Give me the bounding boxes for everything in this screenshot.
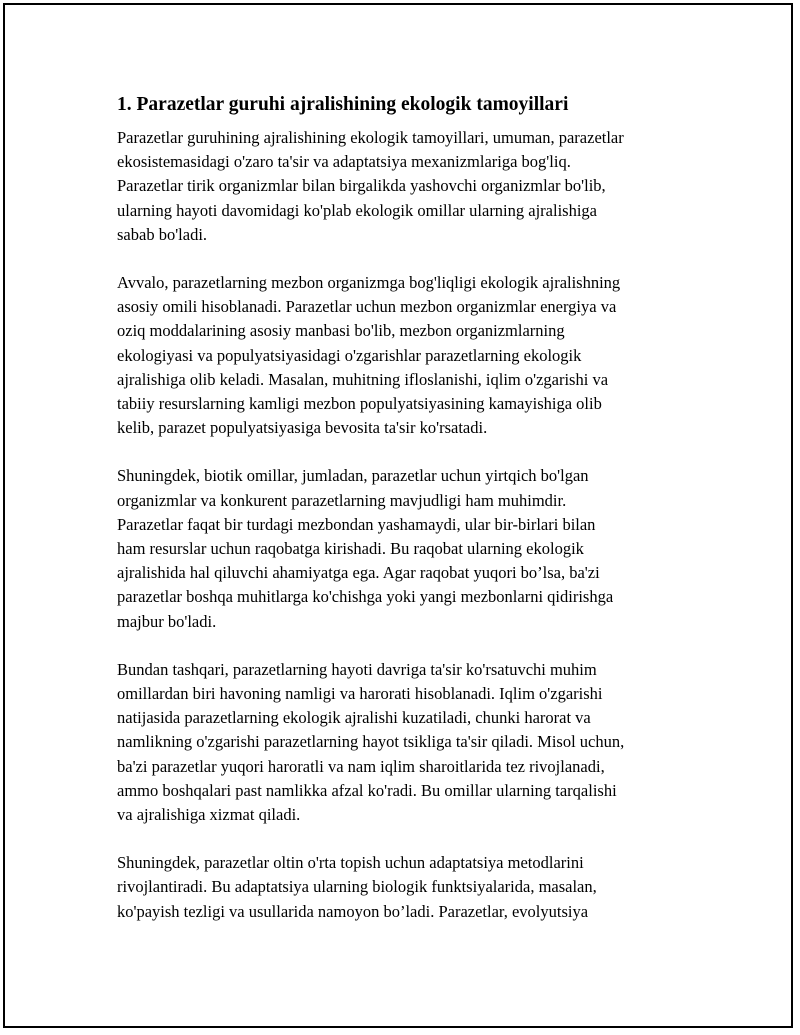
text-line: Parazetlar tirik organizmlar bilan birgalikda yashovchi organizmlar bo'lib, [117, 176, 606, 196]
text-line: ham resurslar uchun raqobatga kirishadi. Bu raqobat ularning ekologik [117, 539, 584, 559]
text-line: ajralishida hal qiluvchi ahamiyatga ega. Agar raqobat yuqori bo’lsa, ba'zi [117, 563, 600, 583]
text-line: Shuningdek, parazetlar oltin o'rta topish uchun adaptatsiya metodlarini [117, 853, 584, 873]
paragraph-3 [117, 464, 697, 633]
paragraph-1 [117, 126, 697, 247]
text-line: sabab bo'ladi. [117, 224, 208, 244]
text-line: ajralishiga olib keladi. Masalan, muhitning ifloslanishi, iqlim o'zgarishi va [117, 369, 609, 389]
text-line: rivojlantiradi. Bu adaptatsiya ularning biologik funktsiyalarida, masalan, [117, 877, 597, 897]
section-heading: 1. Parazetlar guruhi ajralishining ekologik tamoyillari [117, 94, 569, 115]
text-line: natijasida parazetlarning ekologik ajralishi kuzatiladi, chunki harorat va [117, 708, 591, 728]
text-line: Bundan tashqari, parazetlarning hayoti davriga ta'sir ko'rsatuvchi muhim [117, 659, 597, 679]
text-line: Avvalo, parazetlarning mezbon organizmga bog'liqligi ekologik ajralishning [117, 273, 621, 293]
text-line: oziq moddalarining asosiy manbasi bo'lib, mezbon organizmlarning [117, 321, 565, 341]
text-line: organizmlar va konkurent parazetlarning mavjudligi ham muhimdir. [117, 490, 567, 510]
text-line: Parazetlar faqat bir turdagi mezbondan yashamaydi, ular bir-birlari bilan [117, 514, 596, 534]
text-line: kelib, parazet populyatsiyasiga bevosita ta'sir ko'rsatadi. [117, 418, 488, 438]
text-line: ko'payish tezligi va usullarida namoyon bo’ladi. Parazetlar, evolyutsiya [117, 901, 589, 921]
text-line: ba'zi parazetlar yuqori haroratli va nam iqlim sharoitlarida tez rivojlanadi, [117, 756, 605, 776]
text-line: Shuningdek, biotik omillar, jumladan, parazetlar uchun yirtqich bo'lgan [117, 466, 589, 486]
text-line: namlikning o'zgarishi parazetlarning hayot tsikliga ta'sir qiladi. Misol uchun, [117, 732, 625, 752]
text-line: ekologiyasi va populyatsiyasidagi o'zgarishlar parazetlarning ekologik [117, 345, 582, 365]
text-line: Parazetlar guruhining ajralishining ekologik tamoyillari, umuman, parazetlar [117, 128, 624, 147]
text-line: ularning hayoti davomidagi ko'plab ekologik omillar ularning ajralishiga [117, 200, 597, 220]
paragraph-5 [117, 851, 697, 924]
text-line: va ajralishiga xizmat qiladi. [117, 805, 301, 825]
paragraph-4 [117, 658, 697, 827]
text-line: majbur bo'ladi. [117, 611, 217, 631]
text-line: asosiy omili hisoblanadi. Parazetlar uchun mezbon organizmlar energiya va [117, 297, 617, 317]
text-line: omillardan biri havoning namligi va harorati hisoblanadi. Iqlim o'zgarishi [117, 684, 603, 704]
text-line: ammo boshqalari past namlikka afzal ko'radi. Bu omillar ularning tarqalishi [117, 780, 617, 800]
text-line: parazetlar boshqa muhitlarga ko'chishga yoki yangi mezbonlarni qidirishga [117, 587, 614, 607]
text-line: tabiiy resurslarning kamligi mezbon populyatsiyasining kamayishiga olib [117, 394, 602, 414]
document-body [117, 92, 697, 948]
text-line: ekosistemasidagi o'zaro ta'sir va adaptatsiya mexanizmlariga bog'liq. [117, 152, 571, 172]
paragraph-2 [117, 271, 697, 440]
